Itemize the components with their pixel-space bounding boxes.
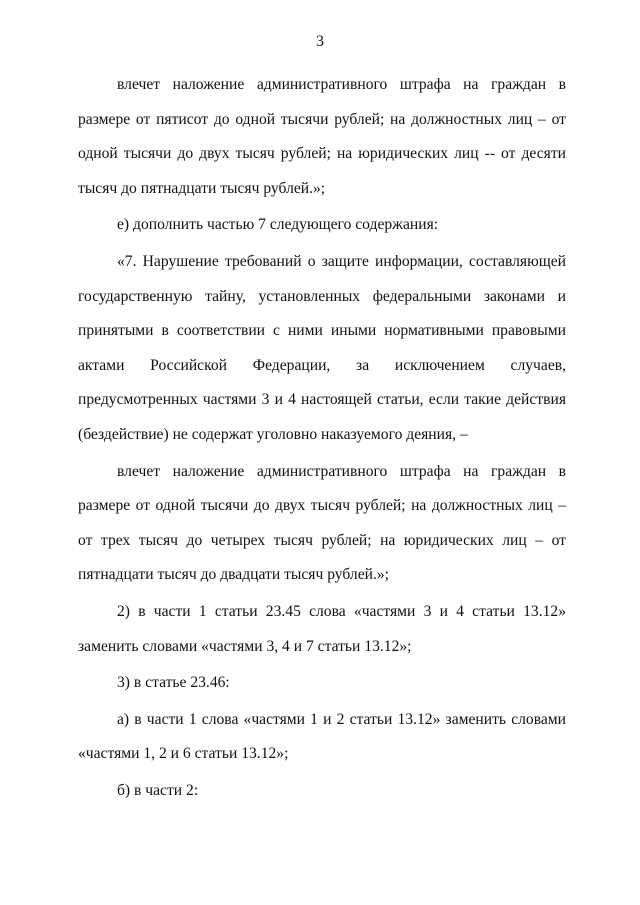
paragraph-item-3a: а) в части 1 слова «частями 1 и 2 статьи 13.12» заменить словами «частями 1, 2 и 6 статьи 13.12»;: [78, 710, 566, 763]
paragraph-item-2: 2) в части 1 статьи 23.45 слова «частями 3 и 4 статьи 13.12» заменить словами «частями 3, 4 и 7 статьи 13.12»;: [78, 602, 566, 655]
paragraph-item-3: 3) в статье 23.46:: [117, 674, 230, 692]
page-number: 3: [316, 33, 324, 50]
document-body: [78, 68, 566, 810]
paragraph-add-part-7: е) дополнить частью 7 следующего содержания:: [117, 216, 439, 234]
paragraph-penalty-continuation: влечет наложение административного штрафа на граждан в размере от пятисот до одной тысячи рублей; на должностных лиц – от одной тысячи до двух тысяч рублей; на юридических лиц -- от десяти тысяч до пятнадцати тысяч рублей.»;: [78, 76, 566, 197]
paragraph-item-3b: б) в части 2:: [117, 781, 199, 799]
paragraph-part-7-penalty: влечет наложение административного штрафа на граждан в размере от одной тысячи до двух тысяч рублей; на должностных лиц – от трех тысяч до четырех тысяч рублей; на юридических лиц – от пятнадцати тысяч до двадцати тысяч рублей.»;: [78, 462, 566, 584]
paragraph-part-7-text: «7. Нарушение требований о защите информации, составляющей государственную тайну, установленных федеральными законами и принятыми в соответствии с ними иными нормативными правовыми актами Российской Федерации, за исключением случаев, предусмотренных частями 3 и 4 настоящей статьи, если такие действия (бездействие) не содержат уголовно наказуемого деяния, –: [78, 252, 566, 443]
